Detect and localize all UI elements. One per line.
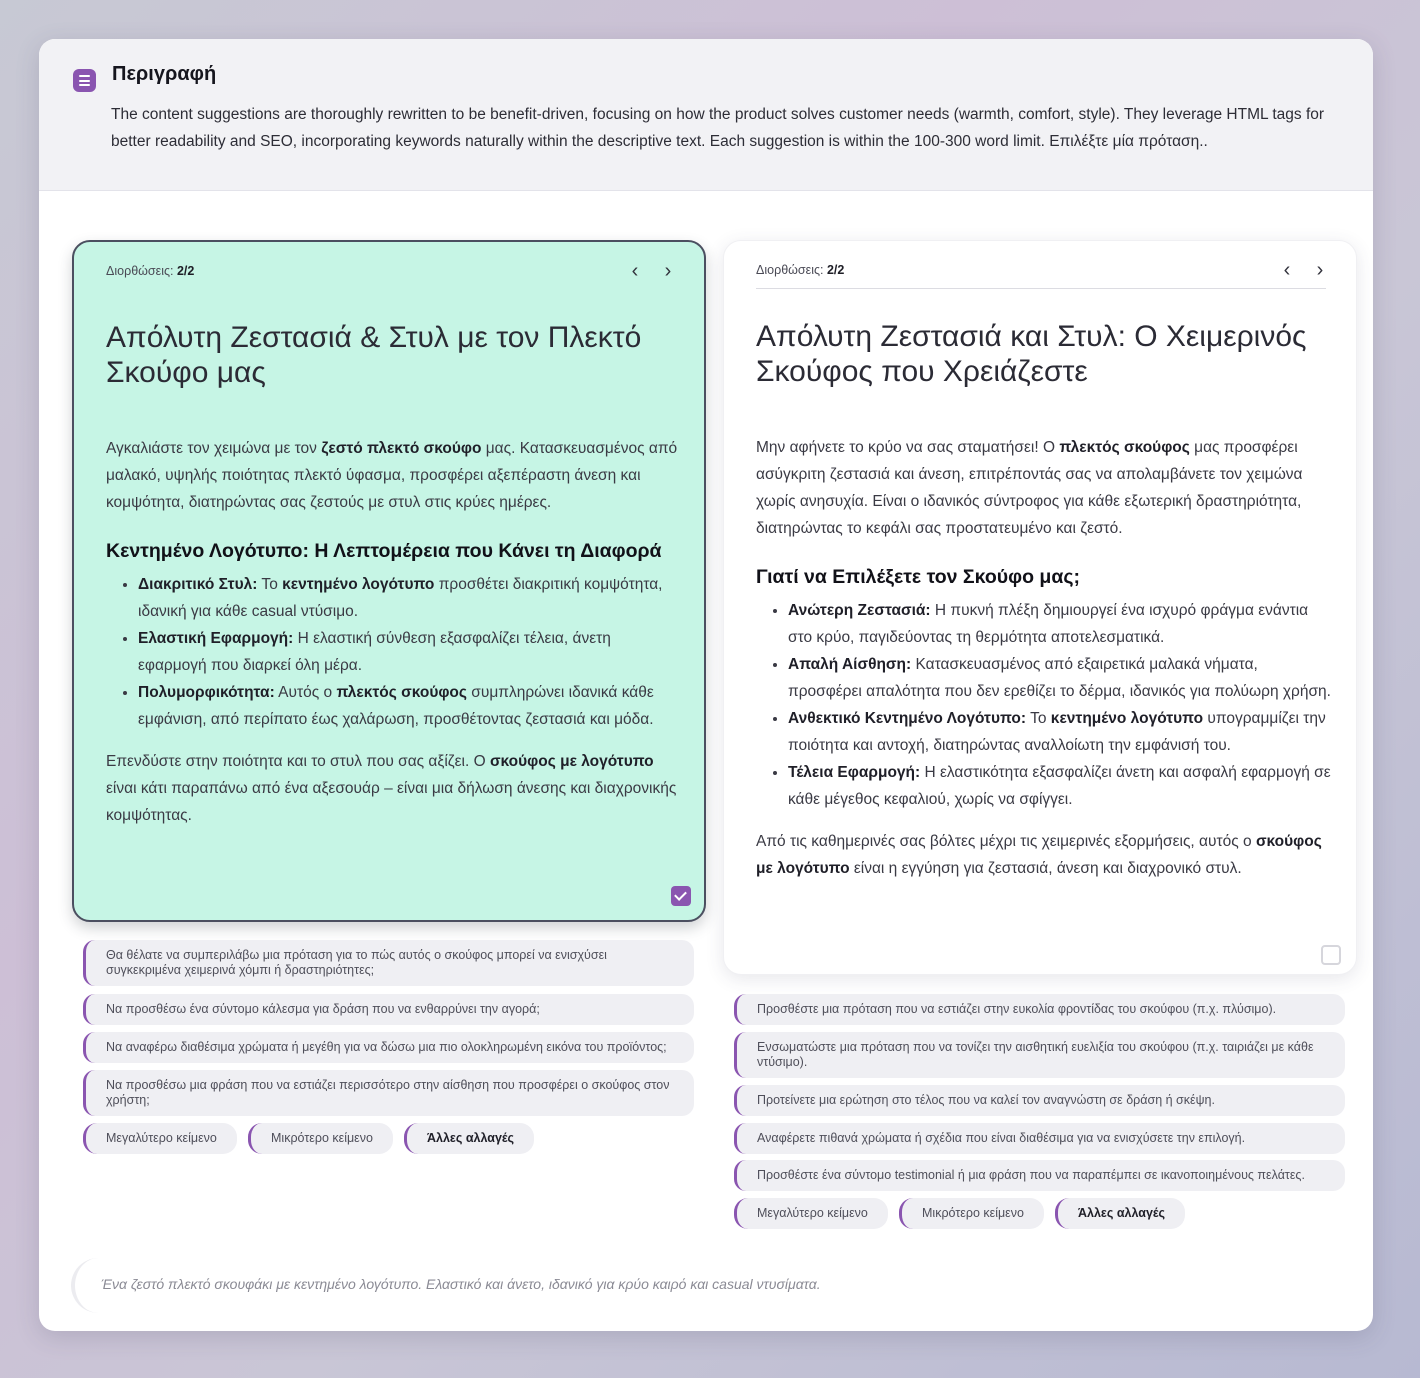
shorter-text-button[interactable]: Μικρότερο κείμενο	[899, 1198, 1044, 1229]
refine-chip[interactable]: Προσθέστε μια πρόταση που να εστιάζει στην ευκολία φροντίδας του σκούφου (π.χ. πλύσιμο).	[734, 994, 1345, 1025]
intro-paragraph: Μην αφήνετε το κρύο να σας σταματήσει! Ο πλεκτός σκούφος μας προσφέρει ασύγκριτη ζεστασιά και άνεση, επιτρέποντάς σας να απολαμβάνετε τον χειμώνα χωρίς ανησυχία. Είναι ο ιδανικός σύντροφος για κάθε εξωτερική δραστηριότητα, διατηρώντας το κεφάλι σας προστατευμένο και ζεστό.	[756, 439, 1303, 537]
refine-chip[interactable]: Προτείνετε μια ερώτηση στο τέλος που να καλεί τον αναγνώστη σε δράση ή σκέψη.	[734, 1085, 1345, 1116]
revisions-count: 2/2	[176, 264, 195, 278]
product-summary-note	[71, 1258, 1341, 1313]
description-title: Περιγραφή	[112, 63, 217, 85]
main-panel	[39, 39, 1373, 1331]
suggestion-body	[106, 435, 681, 829]
list-item: • Ανθεκτικό Κεντημένο Λογότυπο: Το κεντημένο λογότυπο υπογραμμίζει την ποιότητα και αντοχή, διατηρώντας αναλλοίωτη την εμφάνισή του.	[788, 705, 1331, 759]
refine-chip[interactable]: Να αναφέρω διαθέσιμα χρώματα ή μεγέθη για να δώσω μια πιο ολοκληρωμένη εικόνα του προϊόντος;	[83, 1032, 694, 1063]
list-item: • Απαλή Αίσθηση: Κατασκευασμένος από εξαιρετικά μαλακά νήματα, προσφέρει απαλότητα που δεν ερεθίζει το δέρμα, ιδανικός για πολύωρη χρήση.	[788, 651, 1331, 705]
list-item: • Ανώτερη Ζεστασιά: Η πυκνή πλέξη δημιουργεί ένα ισχυρό φράγμα ενάντια στο κρύο, παγιδεύοντας τη θερμότητα αποτελεσματικά.	[788, 597, 1331, 651]
longer-text-button[interactable]: Μεγαλύτερο κείμενο	[734, 1198, 888, 1229]
section-heading: Γιατί να Επιλέξετε τον Σκούφο μας;	[756, 566, 1080, 588]
closing-paragraph: Από τις καθημερινές σας βόλτες μέχρι τις χειμερινές εξορμήσεις, αυτός ο σκούφος με λογότυπο είναι η εγγύηση για ζεστασιά, άνεση και διαχρονικό στυλ.	[756, 833, 1322, 877]
list-item: • Ελαστική Εφαρμογή: Η ελαστική σύνθεση εξασφαλίζει τέλεια, άνετη εφαρμογή που διαρκεί όλη μέρα.	[138, 625, 681, 679]
closing-paragraph: Επενδύστε στην ποιότητα και το στυλ που σας αξίζει. Ο σκούφος με λογότυπο είναι κάτι παραπάνω από ένα αξεσουάρ – είναι μια δήλωση άνεσης και διαχρονικής κομψότητας.	[106, 753, 677, 824]
refine-chip[interactable]: Αναφέρετε πιθανά χρώματα ή σχέδια που είναι διαθέσιμα για να ενισχύσετε την επιλογή.	[734, 1123, 1345, 1154]
chevron-left-icon[interactable]: ‹	[631, 260, 639, 282]
revisions-label: Διορθώσεις:	[106, 264, 174, 278]
other-changes-button[interactable]: Άλλες αλλαγές	[404, 1123, 534, 1154]
suggestion-body	[756, 434, 1331, 882]
feature-list	[138, 571, 681, 733]
feature-list	[788, 597, 1331, 813]
product-summary-text: Ένα ζεστό πλεκτό σκουφάκι με κεντημένο λογότυπο. Ελαστικό και άνετο, ιδανικό για κρύο καιρό και casual ντυσίματα.	[101, 1276, 821, 1292]
refine-chip[interactable]: Να προσθέσω μια φράση που να εστιάζει περισσότερο στην αίσθηση που προσφέρει ο σκούφος στον χρήστη;	[83, 1070, 694, 1116]
shorter-text-button[interactable]: Μικρότερο κείμενο	[248, 1123, 393, 1154]
revisions-count: 2/2	[826, 263, 845, 277]
revisions-row	[106, 260, 674, 288]
description-text: The content suggestions are thoroughly rewritten to be benefit-driven, focusing on how the product solves customer needs (warmth, comfort, style). They leverage HTML tags for better readability and SEO, incorporating keywords naturally within the descriptive text. Each suggestion is within the 100-300 word limit. Επιλέξτε μία πρόταση..	[111, 106, 1325, 150]
checkbox-empty-icon[interactable]	[1321, 945, 1341, 965]
list-item: • Τέλεια Εφαρμογή: Η ελαστικότητα εξασφαλίζει άνετη και ασφαλή εφαρμογή σε κάθε μέγεθος κεφαλιού, χωρίς να σφίγγει.	[788, 759, 1331, 813]
intro-paragraph: Αγκαλιάστε τον χειμώνα με τον ζεστό πλεκτό σκούφο μας. Κατασκευασμένος από μαλακό, υψηλής ποιότητας πλεκτό ύφασμα, προσφέρει αξεπέραστη άνεση και κομψότητα, διατηρώντας σας ζεστούς με στυλ στις κρύες ημέρες.	[106, 440, 678, 511]
menu-lines-icon	[73, 69, 96, 92]
list-item: • Πολυμορφικότητα: Αυτός ο πλεκτός σκούφος συμπληρώνει ιδανικά κάθε εμφάνιση, από περίπατο έως χαλάρωση, προσθέτοντας ζεστασιά και μόδα.	[138, 679, 681, 733]
chevron-left-icon[interactable]: ‹	[1283, 259, 1291, 281]
suggestion-card-2[interactable]	[723, 240, 1357, 975]
list-item: • Διακριτικό Στυλ: Το κεντημένο λογότυπο προσθέτει διακριτική κομψότητα, ιδανική για κάθε casual ντύσιμο.	[138, 571, 681, 625]
suggestion-title: Απόλυτη Ζεστασιά & Στυλ με τον Πλεκτό Σκούφο μας	[106, 321, 642, 389]
revisions-label: Διορθώσεις:	[756, 263, 824, 277]
refine-chip[interactable]: Να προσθέσω ένα σύντομο κάλεσμα για δράση που να ενθαρρύνει την αγορά;	[83, 994, 694, 1025]
checkbox-checked-icon[interactable]	[671, 886, 691, 906]
refine-chip[interactable]: Ενσωματώστε μια πρόταση που να τονίζει την αισθητική ευελιξία του σκούφου (π.χ. ταιριάζει με κάθε ντύσιμο).	[734, 1032, 1345, 1078]
chevron-right-icon[interactable]: ›	[1316, 259, 1324, 281]
revisions-row	[756, 259, 1326, 289]
description-header	[39, 39, 1373, 191]
longer-text-button[interactable]: Μεγαλύτερο κείμενο	[83, 1123, 237, 1154]
refine-chip[interactable]: Προσθέστε ένα σύντομο testimonial ή μια φράση που να παραπέμπει σε ικανοποιημένους πελάτες.	[734, 1160, 1345, 1191]
suggestion-card-1[interactable]	[72, 240, 706, 922]
chevron-right-icon[interactable]: ›	[664, 260, 672, 282]
section-heading: Κεντημένο Λογότυπο: Η Λεπτομέρεια που Κάνει τη Διαφορά	[106, 540, 662, 562]
refine-chip[interactable]: Θα θέλατε να συμπεριλάβω μια πρόταση για το πώς αυτός ο σκούφος μπορεί να ενισχύσει συγκεκριμένα χειμερινά χόμπι ή δραστηριότητες;	[83, 940, 694, 986]
suggestion-title: Απόλυτη Ζεστασιά και Στυλ: Ο Χειμερινός Σκούφος που Χρειάζεστε	[756, 320, 1307, 388]
other-changes-button[interactable]: Άλλες αλλαγές	[1055, 1198, 1185, 1229]
